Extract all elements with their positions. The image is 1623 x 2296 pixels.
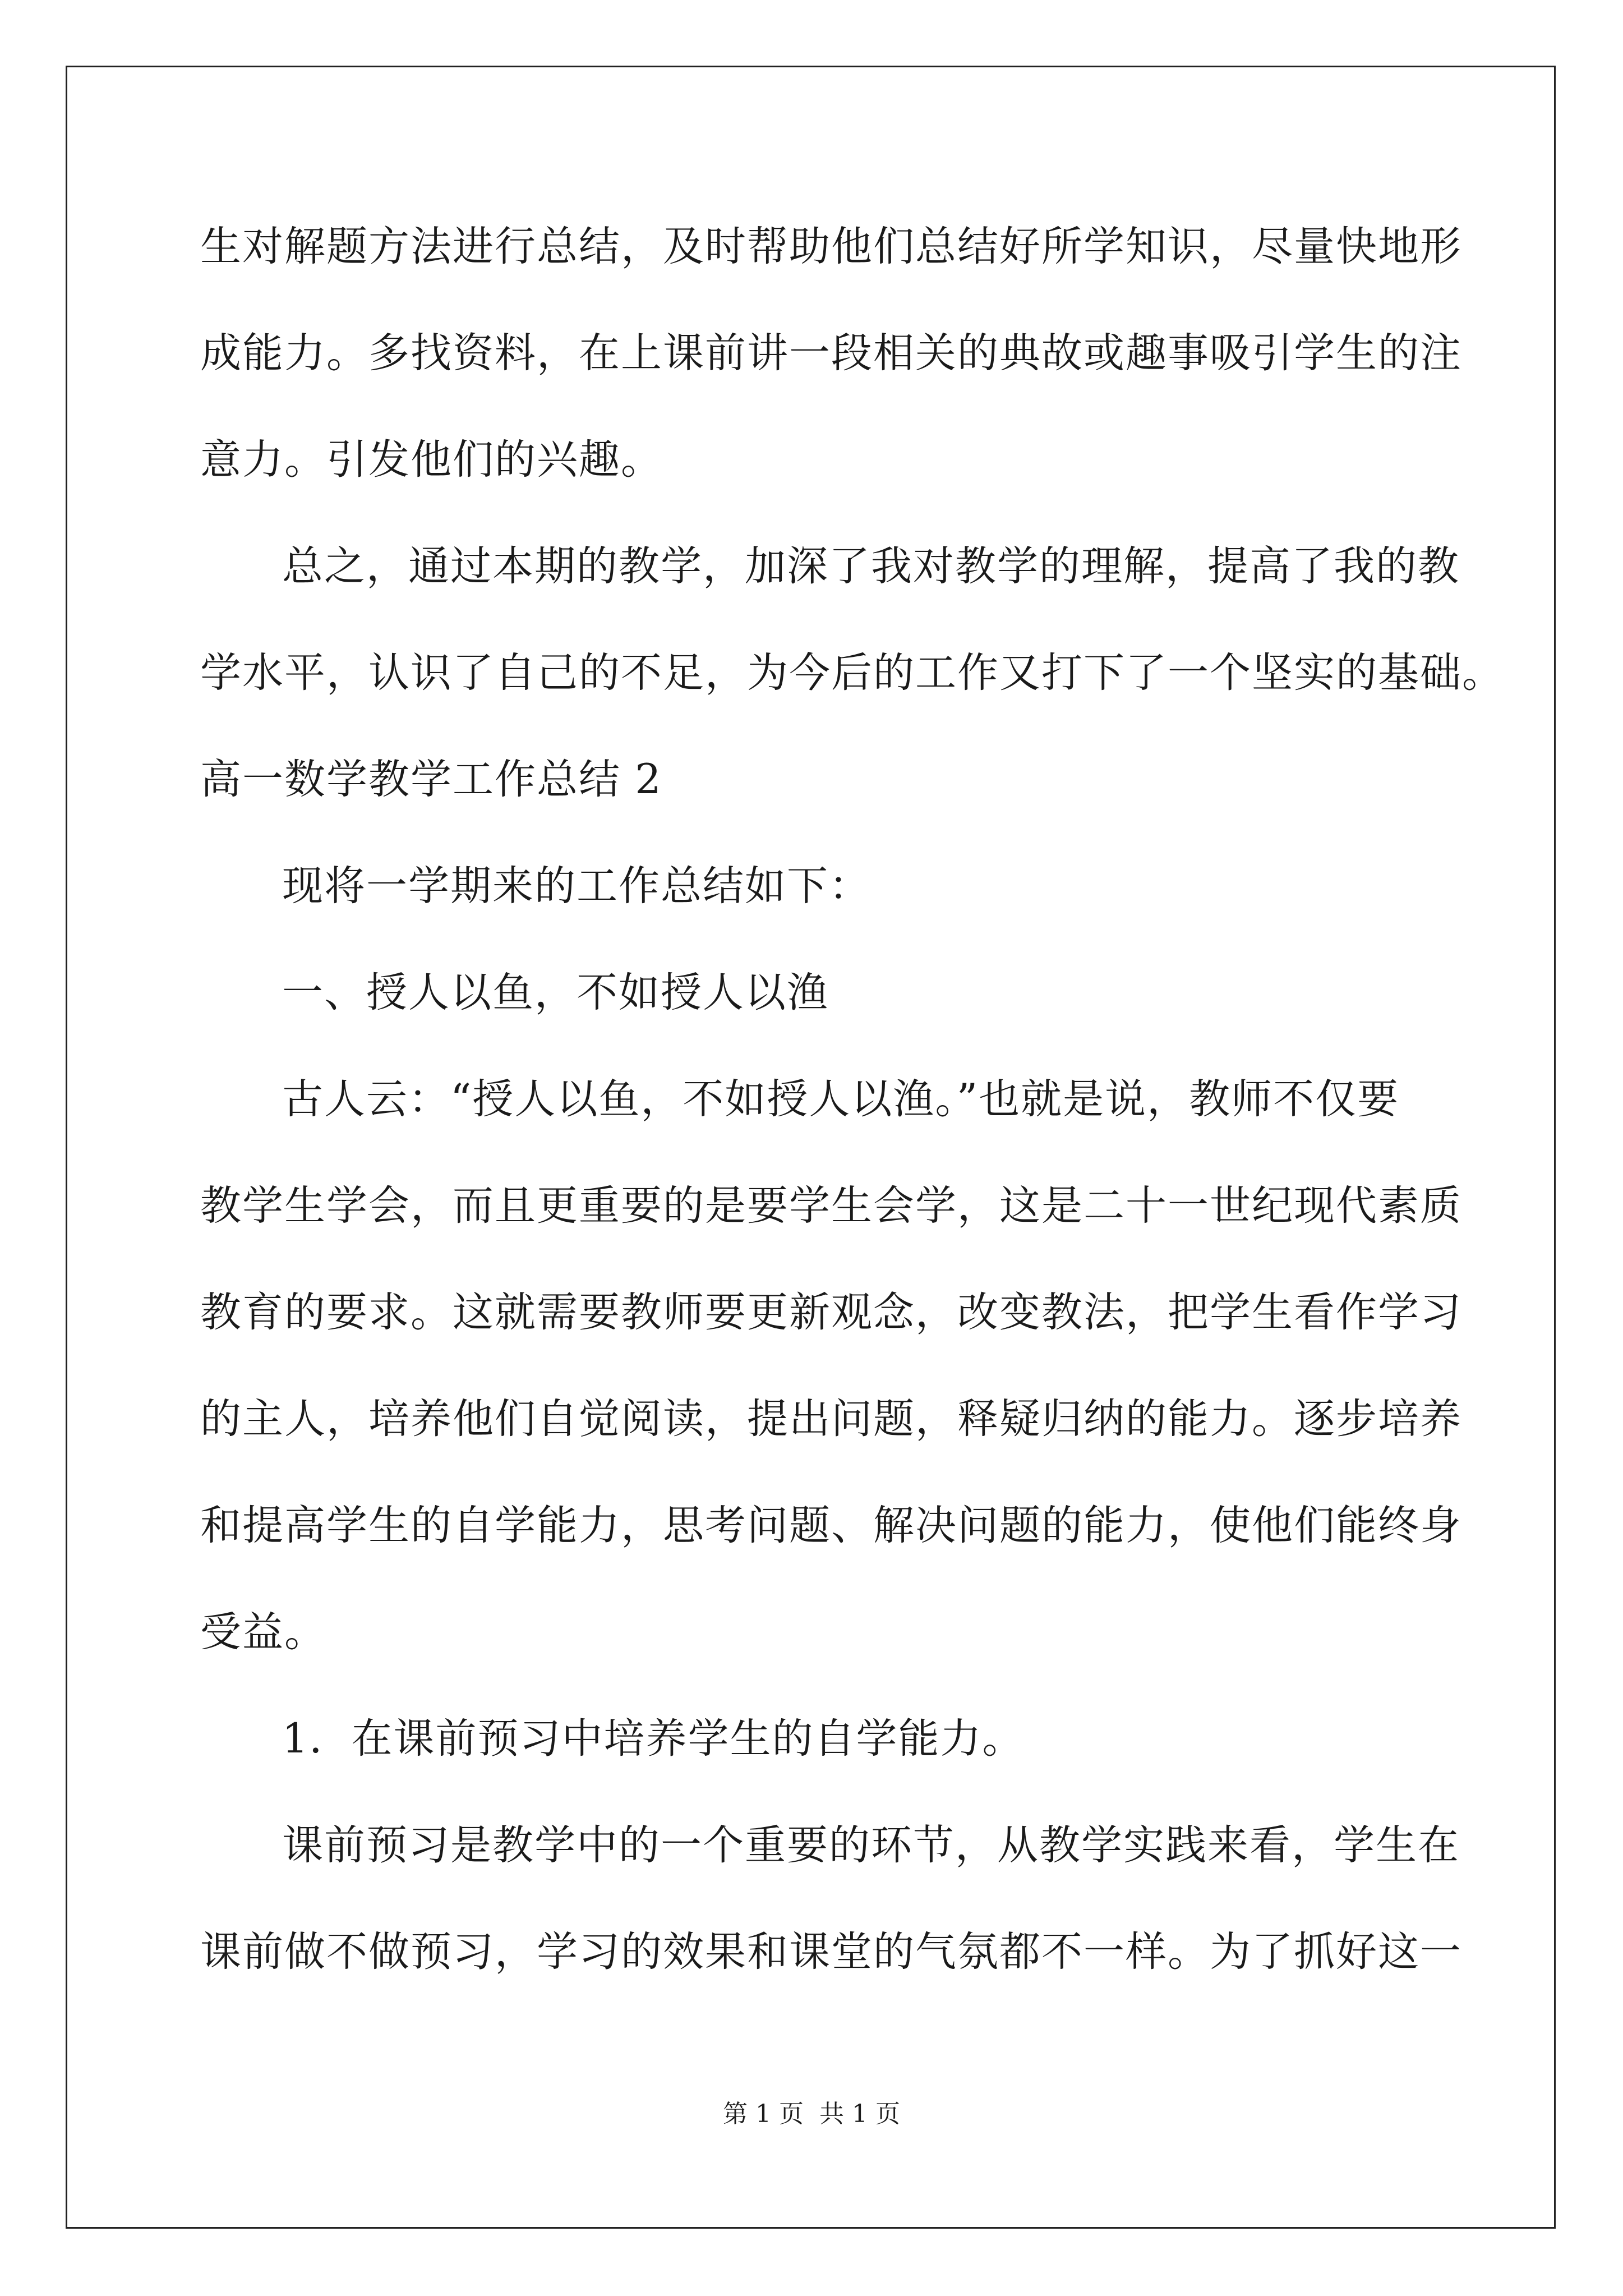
text-line: 受益。 xyxy=(200,1608,326,1656)
page-total: 共 1 页 xyxy=(819,2100,900,2128)
section-heading: 高一数学教学工作总结 2 xyxy=(200,756,662,803)
page-border xyxy=(66,66,1556,2229)
text-line: 的主人，培养他们自觉阅读，提出问题，释疑归纳的能力。逐步培养 xyxy=(200,1395,1462,1443)
text-line: 现将一学期来的工作总结如下： xyxy=(282,862,871,910)
page-footer xyxy=(0,2097,1623,2131)
text-line: 古人云：“授人以鱼，不如授人以渔。”也就是说，教师不仅要 xyxy=(282,1075,1400,1123)
text-line: 教育的要求。这就需要教师要更新观念，改变教法，把学生看作学习 xyxy=(200,1289,1462,1336)
text-line: 生对解题方法进行总结，及时帮助他们总结好所学知识，尽量快地形 xyxy=(200,223,1462,270)
text-line: 教学生学会，而且更重要的是要学生会学，这是二十一世纪现代素质 xyxy=(200,1182,1462,1230)
list-item-heading: 1．在课前预习中培养学生的自学能力。 xyxy=(282,1715,1025,1763)
text-line: 总之，通过本期的教学，加深了我对教学的理解，提高了我的教 xyxy=(282,542,1460,590)
text-line: 和提高学生的自学能力，思考问题、解决问题的能力，使他们能终身 xyxy=(200,1502,1462,1549)
sub-heading: 一、授人以鱼，不如授人以渔 xyxy=(282,969,829,1016)
text-line: 课前做不做预习，学习的效果和课堂的气氛都不一样。为了抓好这一 xyxy=(200,1928,1462,1976)
page-number: 第 1 页 xyxy=(723,2100,804,2128)
text-line: 意力。引发他们的兴趣。 xyxy=(200,436,663,484)
text-line: 课前预习是教学中的一个重要的环节，从教学实践来看，学生在 xyxy=(282,1821,1460,1869)
text-line: 学水平，认识了自己的不足，为今后的工作又打下了一个坚实的基础。 xyxy=(200,649,1504,697)
text-line: 成能力。多找资料，在上课前讲一段相关的典故或趣事吸引学生的注 xyxy=(200,329,1462,377)
